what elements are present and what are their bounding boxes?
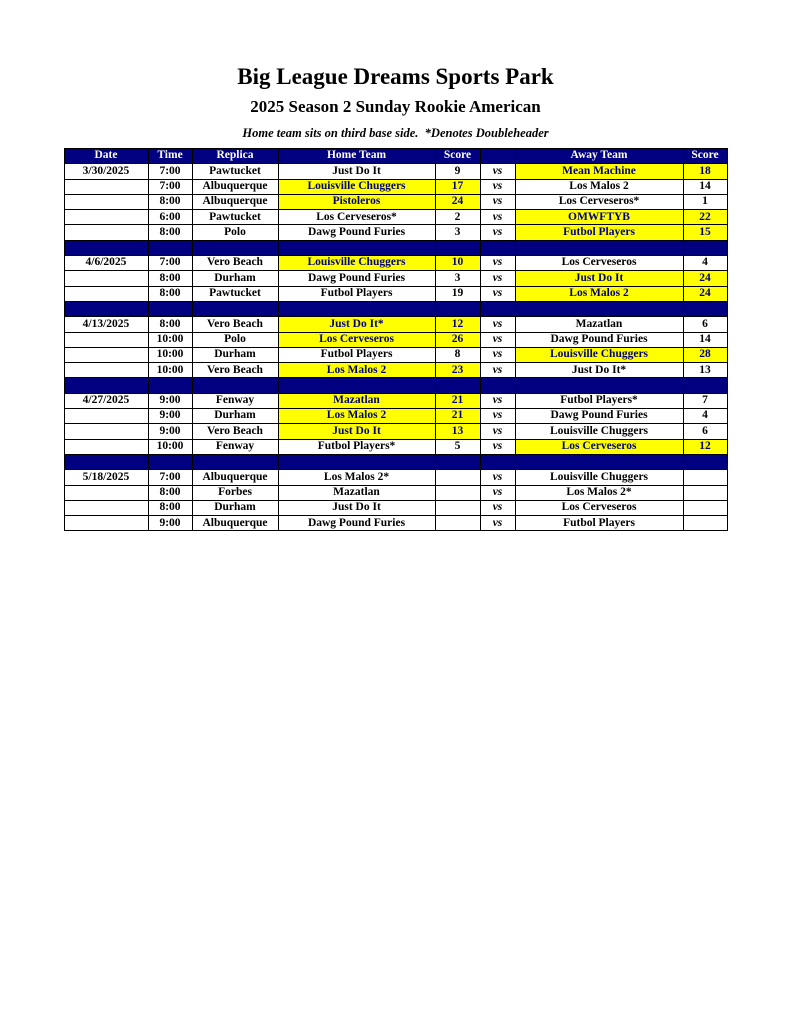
- home-team-cell: Just Do It: [278, 424, 435, 439]
- vs-label: vs: [480, 256, 515, 271]
- away-score-cell: 28: [683, 347, 727, 362]
- replica-cell: Albuquerque: [192, 194, 278, 209]
- game-row: [64, 225, 727, 240]
- away-score-cell: 4: [683, 409, 727, 424]
- separator-cell: [64, 454, 148, 469]
- replica-cell: Polo: [192, 225, 278, 240]
- date-cell: [64, 439, 148, 454]
- game-row: [64, 393, 727, 408]
- header-away-team: Away Team: [515, 148, 683, 163]
- replica-cell: Fenway: [192, 439, 278, 454]
- home-team-cell: Louisville Chuggers: [278, 256, 435, 271]
- away-score-cell: [683, 500, 727, 515]
- home-score-cell: 17: [435, 179, 480, 194]
- time-cell: 9:00: [148, 393, 192, 408]
- separator-cell: [515, 240, 683, 255]
- separator-cell: [515, 378, 683, 393]
- header-away-score: Score: [683, 148, 727, 163]
- away-score-cell: [683, 516, 727, 531]
- vs-label: vs: [480, 179, 515, 194]
- vs-label: vs: [480, 485, 515, 500]
- game-row: [64, 347, 727, 362]
- separator-row: [64, 454, 727, 469]
- separator-cell: [64, 301, 148, 316]
- time-cell: 8:00: [148, 225, 192, 240]
- separator-cell: [480, 454, 515, 469]
- away-score-cell: 18: [683, 164, 727, 179]
- date-cell: [64, 194, 148, 209]
- away-score-cell: 14: [683, 332, 727, 347]
- home-team-cell: Futbol Players*: [278, 439, 435, 454]
- away-score-cell: 22: [683, 210, 727, 225]
- vs-label: vs: [480, 516, 515, 531]
- replica-cell: Polo: [192, 332, 278, 347]
- header-vs: [480, 148, 515, 163]
- game-row: [64, 271, 727, 286]
- away-score-cell: 7: [683, 393, 727, 408]
- away-team-cell: Mean Machine: [515, 164, 683, 179]
- home-score-cell: 21: [435, 393, 480, 408]
- home-team-cell: Dawg Pound Furies: [278, 271, 435, 286]
- home-score-cell: 19: [435, 286, 480, 301]
- separator-cell: [435, 378, 480, 393]
- separator-cell: [480, 301, 515, 316]
- away-team-cell: Just Do It: [515, 271, 683, 286]
- date-cell: [64, 516, 148, 531]
- replica-cell: Fenway: [192, 393, 278, 408]
- time-cell: 9:00: [148, 516, 192, 531]
- vs-label: vs: [480, 286, 515, 301]
- time-cell: 8:00: [148, 194, 192, 209]
- home-team-cell: Mazatlan: [278, 485, 435, 500]
- separator-cell: [435, 454, 480, 469]
- home-team-cell: Just Do It: [278, 500, 435, 515]
- away-score-cell: 12: [683, 439, 727, 454]
- separator-cell: [683, 378, 727, 393]
- game-row: [64, 179, 727, 194]
- home-score-cell: 13: [435, 424, 480, 439]
- replica-cell: Pawtucket: [192, 210, 278, 225]
- time-cell: 7:00: [148, 470, 192, 485]
- time-cell: 7:00: [148, 179, 192, 194]
- home-team-cell: Los Malos 2: [278, 363, 435, 378]
- away-score-cell: [683, 485, 727, 500]
- replica-cell: Durham: [192, 347, 278, 362]
- separator-row: [64, 301, 727, 316]
- away-score-cell: 24: [683, 271, 727, 286]
- separator-cell: [148, 454, 192, 469]
- header-time: Time: [148, 148, 192, 163]
- vs-label: vs: [480, 470, 515, 485]
- time-cell: 7:00: [148, 164, 192, 179]
- vs-label: vs: [480, 164, 515, 179]
- home-score-cell: 9: [435, 164, 480, 179]
- vs-label: vs: [480, 347, 515, 362]
- replica-cell: Vero Beach: [192, 424, 278, 439]
- home-score-cell: 2: [435, 210, 480, 225]
- separator-cell: [64, 240, 148, 255]
- game-row: [64, 516, 727, 531]
- away-score-cell: 14: [683, 179, 727, 194]
- header-replica: Replica: [192, 148, 278, 163]
- away-team-cell: Mazatlan: [515, 317, 683, 332]
- separator-cell: [435, 240, 480, 255]
- home-score-cell: 21: [435, 409, 480, 424]
- vs-label: vs: [480, 194, 515, 209]
- time-cell: 8:00: [148, 317, 192, 332]
- time-cell: 8:00: [148, 500, 192, 515]
- date-cell: [64, 286, 148, 301]
- game-row: [64, 409, 727, 424]
- separator-cell: [64, 378, 148, 393]
- replica-cell: Vero Beach: [192, 256, 278, 271]
- replica-cell: Forbes: [192, 485, 278, 500]
- home-team-cell: Los Cerveseros: [278, 332, 435, 347]
- schedule-table-header: [64, 148, 727, 163]
- away-score-cell: [683, 470, 727, 485]
- time-cell: 10:00: [148, 347, 192, 362]
- time-cell: 10:00: [148, 332, 192, 347]
- home-team-cell: Louisville Chuggers: [278, 179, 435, 194]
- time-cell: 8:00: [148, 485, 192, 500]
- away-team-cell: Louisville Chuggers: [515, 424, 683, 439]
- separator-cell: [515, 301, 683, 316]
- home-score-cell: 23: [435, 363, 480, 378]
- replica-cell: Durham: [192, 500, 278, 515]
- date-cell: [64, 210, 148, 225]
- vs-label: vs: [480, 424, 515, 439]
- vs-label: vs: [480, 363, 515, 378]
- away-team-cell: Dawg Pound Furies: [515, 409, 683, 424]
- game-row: [64, 286, 727, 301]
- home-score-cell: [435, 500, 480, 515]
- time-cell: 8:00: [148, 286, 192, 301]
- date-cell: [64, 347, 148, 362]
- home-team-cell: Just Do It: [278, 164, 435, 179]
- replica-cell: Albuquerque: [192, 179, 278, 194]
- game-row: [64, 256, 727, 271]
- away-team-cell: Los Cerveseros: [515, 500, 683, 515]
- separator-cell: [278, 301, 435, 316]
- away-score-cell: 15: [683, 225, 727, 240]
- home-score-cell: [435, 485, 480, 500]
- home-team-cell: Los Cerveseros*: [278, 210, 435, 225]
- away-team-cell: OMWFTYB: [515, 210, 683, 225]
- away-team-cell: Futbol Players: [515, 516, 683, 531]
- page-title: Big League Dreams Sports Park: [237, 64, 554, 89]
- separator-cell: [515, 454, 683, 469]
- home-score-cell: [435, 516, 480, 531]
- home-team-cell: Los Malos 2*: [278, 470, 435, 485]
- away-team-cell: Louisville Chuggers: [515, 347, 683, 362]
- away-score-cell: 6: [683, 424, 727, 439]
- game-row: [64, 194, 727, 209]
- home-score-cell: 26: [435, 332, 480, 347]
- separator-cell: [683, 301, 727, 316]
- away-score-cell: 4: [683, 256, 727, 271]
- time-cell: 9:00: [148, 409, 192, 424]
- time-cell: 6:00: [148, 210, 192, 225]
- vs-label: vs: [480, 409, 515, 424]
- game-row: [64, 363, 727, 378]
- header-home-score: Score: [435, 148, 480, 163]
- vs-label: vs: [480, 332, 515, 347]
- home-team-cell: Dawg Pound Furies: [278, 516, 435, 531]
- away-score-cell: 13: [683, 363, 727, 378]
- replica-cell: Pawtucket: [192, 164, 278, 179]
- away-team-cell: Los Malos 2: [515, 179, 683, 194]
- home-score-cell: [435, 470, 480, 485]
- time-cell: 7:00: [148, 256, 192, 271]
- date-cell: [64, 485, 148, 500]
- separator-cell: [683, 240, 727, 255]
- time-cell: 10:00: [148, 363, 192, 378]
- home-score-cell: 3: [435, 225, 480, 240]
- date-cell: [64, 271, 148, 286]
- separator-cell: [278, 240, 435, 255]
- away-team-cell: Futbol Players: [515, 225, 683, 240]
- home-score-cell: 24: [435, 194, 480, 209]
- separator-cell: [278, 378, 435, 393]
- game-row: [64, 210, 727, 225]
- away-score-cell: 6: [683, 317, 727, 332]
- page-subtitle: 2025 Season 2 Sunday Rookie American: [250, 97, 541, 117]
- date-cell: [64, 225, 148, 240]
- away-score-cell: 1: [683, 194, 727, 209]
- home-team-cell: Pistoleros: [278, 194, 435, 209]
- separator-cell: [148, 301, 192, 316]
- away-team-cell: Dawg Pound Furies: [515, 332, 683, 347]
- game-row: [64, 424, 727, 439]
- replica-cell: Albuquerque: [192, 470, 278, 485]
- replica-cell: Albuquerque: [192, 516, 278, 531]
- separator-cell: [192, 240, 278, 255]
- away-score-cell: 24: [683, 286, 727, 301]
- away-team-cell: Los Cerveseros*: [515, 194, 683, 209]
- vs-label: vs: [480, 500, 515, 515]
- away-team-cell: Los Malos 2*: [515, 485, 683, 500]
- away-team-cell: Futbol Players*: [515, 393, 683, 408]
- separator-row: [64, 378, 727, 393]
- separator-cell: [683, 454, 727, 469]
- date-cell: [64, 179, 148, 194]
- away-team-cell: Los Malos 2: [515, 286, 683, 301]
- schedule-table-body: [64, 164, 727, 531]
- separator-cell: [435, 301, 480, 316]
- time-cell: 10:00: [148, 439, 192, 454]
- vs-label: vs: [480, 393, 515, 408]
- date-cell: 4/13/2025: [64, 317, 148, 332]
- header-home-team: Home Team: [278, 148, 435, 163]
- away-team-cell: Just Do It*: [515, 363, 683, 378]
- vs-label: vs: [480, 271, 515, 286]
- home-score-cell: 12: [435, 317, 480, 332]
- date-cell: [64, 500, 148, 515]
- away-team-cell: Los Cerveseros: [515, 256, 683, 271]
- separator-cell: [278, 454, 435, 469]
- home-team-cell: Mazatlan: [278, 393, 435, 408]
- away-team-cell: Louisville Chuggers: [515, 470, 683, 485]
- date-cell: [64, 363, 148, 378]
- header-row: [64, 148, 727, 163]
- replica-cell: Durham: [192, 271, 278, 286]
- home-score-cell: 3: [435, 271, 480, 286]
- home-team-cell: Futbol Players: [278, 347, 435, 362]
- time-cell: 9:00: [148, 424, 192, 439]
- replica-cell: Pawtucket: [192, 286, 278, 301]
- separator-cell: [148, 378, 192, 393]
- time-cell: 8:00: [148, 271, 192, 286]
- vs-label: vs: [480, 439, 515, 454]
- home-score-cell: 8: [435, 347, 480, 362]
- game-row: [64, 332, 727, 347]
- home-team-cell: Just Do It*: [278, 317, 435, 332]
- date-cell: 3/30/2025: [64, 164, 148, 179]
- separator-cell: [192, 454, 278, 469]
- replica-cell: Durham: [192, 409, 278, 424]
- separator-cell: [148, 240, 192, 255]
- separator-cell: [480, 240, 515, 255]
- home-score-cell: 10: [435, 256, 480, 271]
- game-row: [64, 500, 727, 515]
- home-team-cell: Dawg Pound Furies: [278, 225, 435, 240]
- separator-row: [64, 240, 727, 255]
- game-row: [64, 164, 727, 179]
- header-date: Date: [64, 148, 148, 163]
- game-row: [64, 470, 727, 485]
- game-row: [64, 439, 727, 454]
- date-cell: 5/18/2025: [64, 470, 148, 485]
- home-score-cell: 5: [435, 439, 480, 454]
- home-team-cell: Los Malos 2: [278, 409, 435, 424]
- away-team-cell: Los Cerveseros: [515, 439, 683, 454]
- schedule-note: Home team sits on third base side. *Denotes Doubleheader: [242, 125, 549, 140]
- date-cell: 4/27/2025: [64, 393, 148, 408]
- separator-cell: [192, 378, 278, 393]
- home-team-cell: Futbol Players: [278, 286, 435, 301]
- game-row: [64, 485, 727, 500]
- vs-label: vs: [480, 225, 515, 240]
- schedule-table: [64, 148, 728, 531]
- separator-cell: [480, 378, 515, 393]
- date-cell: [64, 424, 148, 439]
- replica-cell: Vero Beach: [192, 317, 278, 332]
- date-cell: 4/6/2025: [64, 256, 148, 271]
- separator-cell: [192, 301, 278, 316]
- date-cell: [64, 409, 148, 424]
- date-cell: [64, 332, 148, 347]
- vs-label: vs: [480, 317, 515, 332]
- vs-label: vs: [480, 210, 515, 225]
- replica-cell: Vero Beach: [192, 363, 278, 378]
- game-row: [64, 317, 727, 332]
